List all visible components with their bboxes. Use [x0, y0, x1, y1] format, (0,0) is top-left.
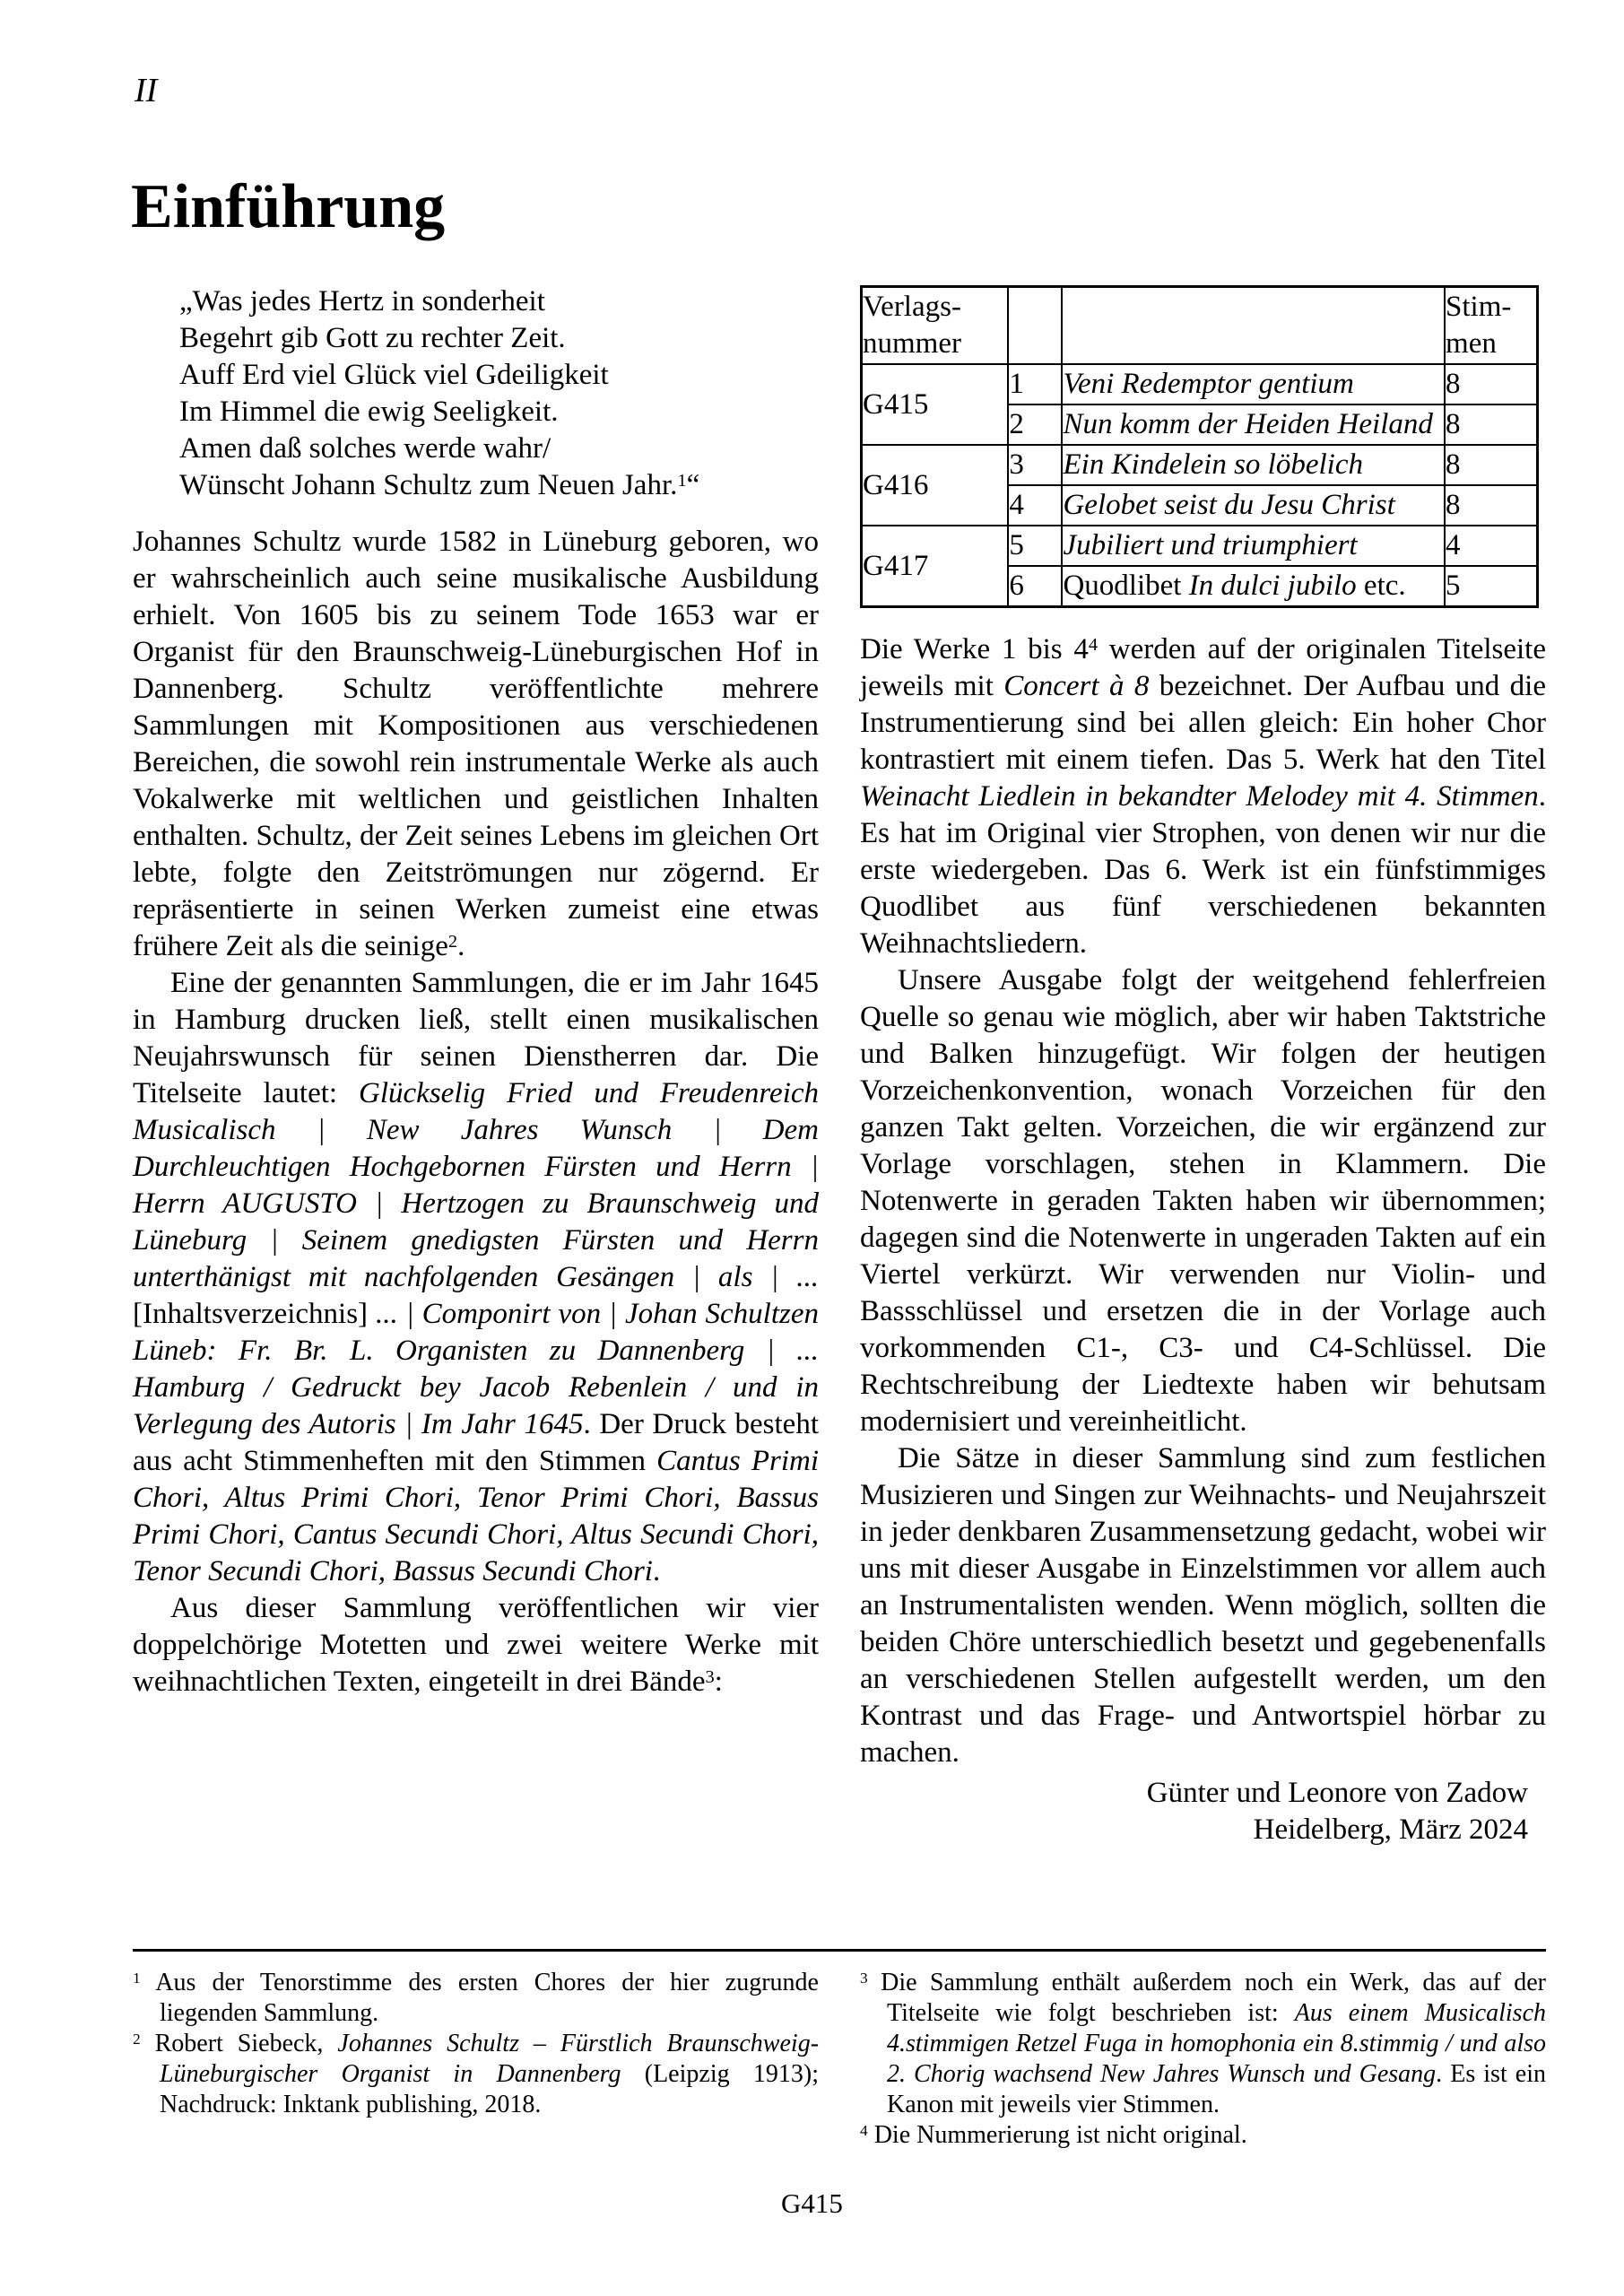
poem-line: Im Himmel die ewig Seeligkeit.	[179, 396, 559, 428]
poem-line: Begehrt gib Gott zu rechter Zeit.	[179, 322, 566, 354]
table-header-row	[862, 287, 1538, 365]
stimmen-cell: 4	[1445, 526, 1537, 566]
work-title-cell: Veni Redemptor gentium	[1062, 364, 1445, 404]
paragraph-performance-notes: Die Sätze in dieser Sammlung sind zum festlichen Musizieren und Singen zur Weihnachts- und Neujahrszeit in jeder denkbaren Zusammensetzung gedacht, wobei wir uns mit dieser Ausgabe in Einzelstimmen vor allem auch an Instrumentalisten wenden. Wenn möglich, sollten die beiden Chöre unterschiedlich besetzt und gegebenenfalls an verschiedenen Stellen aufgestellt werden, um den Kontrast und das Frage- und Antwortspiel hörbar zu machen.	[860, 1442, 1546, 1769]
page-number-folio: II	[135, 72, 158, 109]
work-title-cell: Ein Kindelein so löbelich	[1062, 445, 1445, 485]
footnote-2: $^2$ Robert Siebeck, Johannes Schultz – Fürstlich Braunschweig-Lüneburgischer Organist in Dannenberg (Leipzig 1913); Nachdruck: Inktank publishing, 2018.	[133, 2030, 820, 2118]
work-number-cell: 4	[1008, 485, 1062, 526]
footnotes-section	[133, 1949, 1546, 2151]
work-title-cell: Quodlibet In dulci jubilo etc.	[1062, 566, 1445, 607]
work-number-cell: 1	[1008, 364, 1062, 404]
paragraph-biography: Johannes Schultz wurde 1582 in Lüneburg geboren, wo er wahrscheinlich auch seine musikalische Ausbildung erhielt. Von 1605 bis zu seinem Tode 1653 war er Organist für den Braunschweig-Lüneburgischen Hof in Dannenberg. Schultz veröffentlichte mehrere Sammlungen mit Kompositionen aus verschiedenen Bereichen, die sowohl rein instrumentale Werke als auch Vokalwerke mit weltlichen und geistlichen Inhalten enthalten. Schultz, der Zeit seines Lebens im gleichen Ort lebte, folgte den Zeitströmungen nur zögernd. Er repräsentierte in seinen Werken zumeist eine etwas frühere Zeit als die seinige$^2$.	[133, 526, 819, 962]
paragraph-titlepage: Eine der genannten Sammlungen, die er im Jahr 1645 in Hamburg drucken ließ, stellt einen musikalischen Neujahrswunsch für seinen Dienstherren dar. Die Titelseite lautet: Glückselig Fried und Freudenreich Musicalisch | New Jahres Wunsch | Dem Durchleuchtigen Hochgebornen Fürsten und Herrn | Herrn AUGUSTO | Hertzogen zu Braunschweig und Lüneburg | Seinem gnedigsten Fürsten und Herrn unterthänigst mit nachfolgenden Gesängen | als | ... [Inhaltsverzeichnis] ... | Componirt von | Johan Schultzen Lüneb: Fr. Br. L. Organisten zu Dannenberg | ... Hamburg / Gedruckt bey Jacob Rebenlein / und in Verlegung des Autoris | Im Jahr 1645. Der Druck besteht aus acht Stimmenheften mit den Stimmen Cantus Primi Chori, Altus Primi Chori, Tenor Primi Chori, Bassus Primi Chori, Cantus Secundi Chori, Altus Secundi Chori, Tenor Secundi Chori, Bassus Secundi Chori.	[133, 967, 820, 1587]
table-row	[862, 526, 1538, 566]
right-column	[860, 283, 1546, 1848]
footnote-4: $^4$ Die Nummerierung ist nicht original.	[860, 2121, 1247, 2149]
paragraph-works-description: Die Werke 1 bis $4^4$ werden auf der originalen Titelseite jeweils mit Concert à 8 bezeichnet. Der Aufbau und die Instrumentierung sind bei allen gleich: Ein hoher Chor kontrastiert mit einem tiefen. Das 5. Werk hat den Titel Weinacht Liedlein in bekandter Melodey mit 4. Stimmen. Es hat im Original vier Strophen, von denen wir nur die erste wiedergeben. Das 6. Werk ist ein fünfstimmiges Quodlibet aus fünf verschiedenen bekannten Weihnachtsliedern.	[860, 633, 1546, 960]
table-row	[862, 364, 1538, 404]
header-verlagsnummer: Verlags- nummer	[862, 287, 1009, 365]
verlag-cell: G415	[862, 364, 1009, 445]
work-number-cell: 6	[1008, 566, 1062, 607]
paragraph-edition-intro: Aus dieser Sammlung veröffentlichen wir vier doppelchörige Motetten und zwei weitere Werke mit weihnachtlichen Texten, eingeteilt in drei Bände$^3$:	[133, 1592, 819, 1698]
page-title: Einführung	[131, 172, 446, 241]
stimmen-cell: 5	[1445, 566, 1537, 607]
page-footer-plate-number: G415	[781, 2187, 843, 2219]
stimmen-cell: 8	[1445, 404, 1537, 445]
dedication-poem	[133, 283, 819, 504]
verlag-cell: G417	[862, 526, 1009, 607]
poem-line: Auff Erd viel Glück viel Gdeiligkeit	[179, 359, 609, 391]
paragraph-editorial-method: Unsere Ausgabe folgt der weitgehend fehlerfreien Quelle so genau wie möglich, aber wir haben Taktstriche und Balken hinzugefügt. Wir folgen der heutigen Vorzeichenkonvention, wonach Vorzeichen für den ganzen Takt gelten. Vorzeichen, die wir ergänzend zur Vorlage vorschlagen, stehen in Klammern. Die Notenwerte in geraden Takten haben wir übernommen; dagegen sind die Notenwerte in ungeraden Takten auf ein Viertel verkürzt. Wir verwenden nur Violin- und Bassschlüssel und ersetzen die in der Vorlage auch vorkommenden C1-, C3- und C4-Schlüssel. Die Rechtschreibung der Liedtexte haben wir behutsam modernisiert und vereinheitlicht.	[860, 964, 1546, 1438]
work-number-cell: 3	[1008, 445, 1062, 485]
stimmen-cell: 8	[1445, 364, 1537, 404]
signature-authors: Günter und Leonore von Zadow	[1146, 1777, 1528, 1809]
work-title-cell: Nun komm der Heiden Heiland	[1062, 404, 1445, 445]
poem-line: Wünscht Johann Schultz zum Neuen Jahr.$^1$“	[179, 469, 700, 501]
works-table	[860, 285, 1539, 608]
work-number-cell: 5	[1008, 526, 1062, 566]
work-number-cell: 2	[1008, 404, 1062, 445]
table-row	[862, 445, 1538, 485]
signature-place-date: Heidelberg, März 2024	[1253, 1813, 1528, 1846]
header-empty-title	[1062, 287, 1445, 365]
footnotes-left-column	[133, 1968, 819, 2151]
signature-block	[860, 1775, 1546, 1848]
poem-line: Amen daß solches werde wahr/	[179, 432, 551, 465]
work-title-cell: Jubiliert und triumphiert	[1062, 526, 1445, 566]
work-title-cell: Gelobet seist du Jesu Christ	[1062, 485, 1445, 526]
footnote-3: $^3$ Die Sammlung enthält außerdem noch ein Werk, das auf der Titelseite wie folgt beschrieben ist: Aus einem Musicalisch 4.stimmigen Retzel Fuga in homophonia ein 8.stimmig / und also 2. Chorig wachsend New Jahres Wunsch und Gesang. Es ist ein Kanon mit jeweils vier Stimmen.	[860, 1969, 1547, 2118]
verlag-cell: G416	[862, 445, 1009, 526]
header-stimmen: Stim- men	[1445, 287, 1537, 365]
footnote-1: $^1$ Aus der Tenorstimme des ersten Chores der hier zugrunde liegenden Sammlung.	[133, 1969, 819, 2027]
stimmen-cell: 8	[1445, 485, 1537, 526]
footnotes-right-column	[860, 1968, 1546, 2151]
stimmen-cell: 8	[1445, 445, 1537, 485]
left-column	[133, 283, 819, 1848]
poem-line: „Was jedes Hertz in sonderheit	[179, 285, 545, 317]
header-empty-number	[1008, 287, 1062, 365]
main-columns	[133, 283, 1546, 1848]
